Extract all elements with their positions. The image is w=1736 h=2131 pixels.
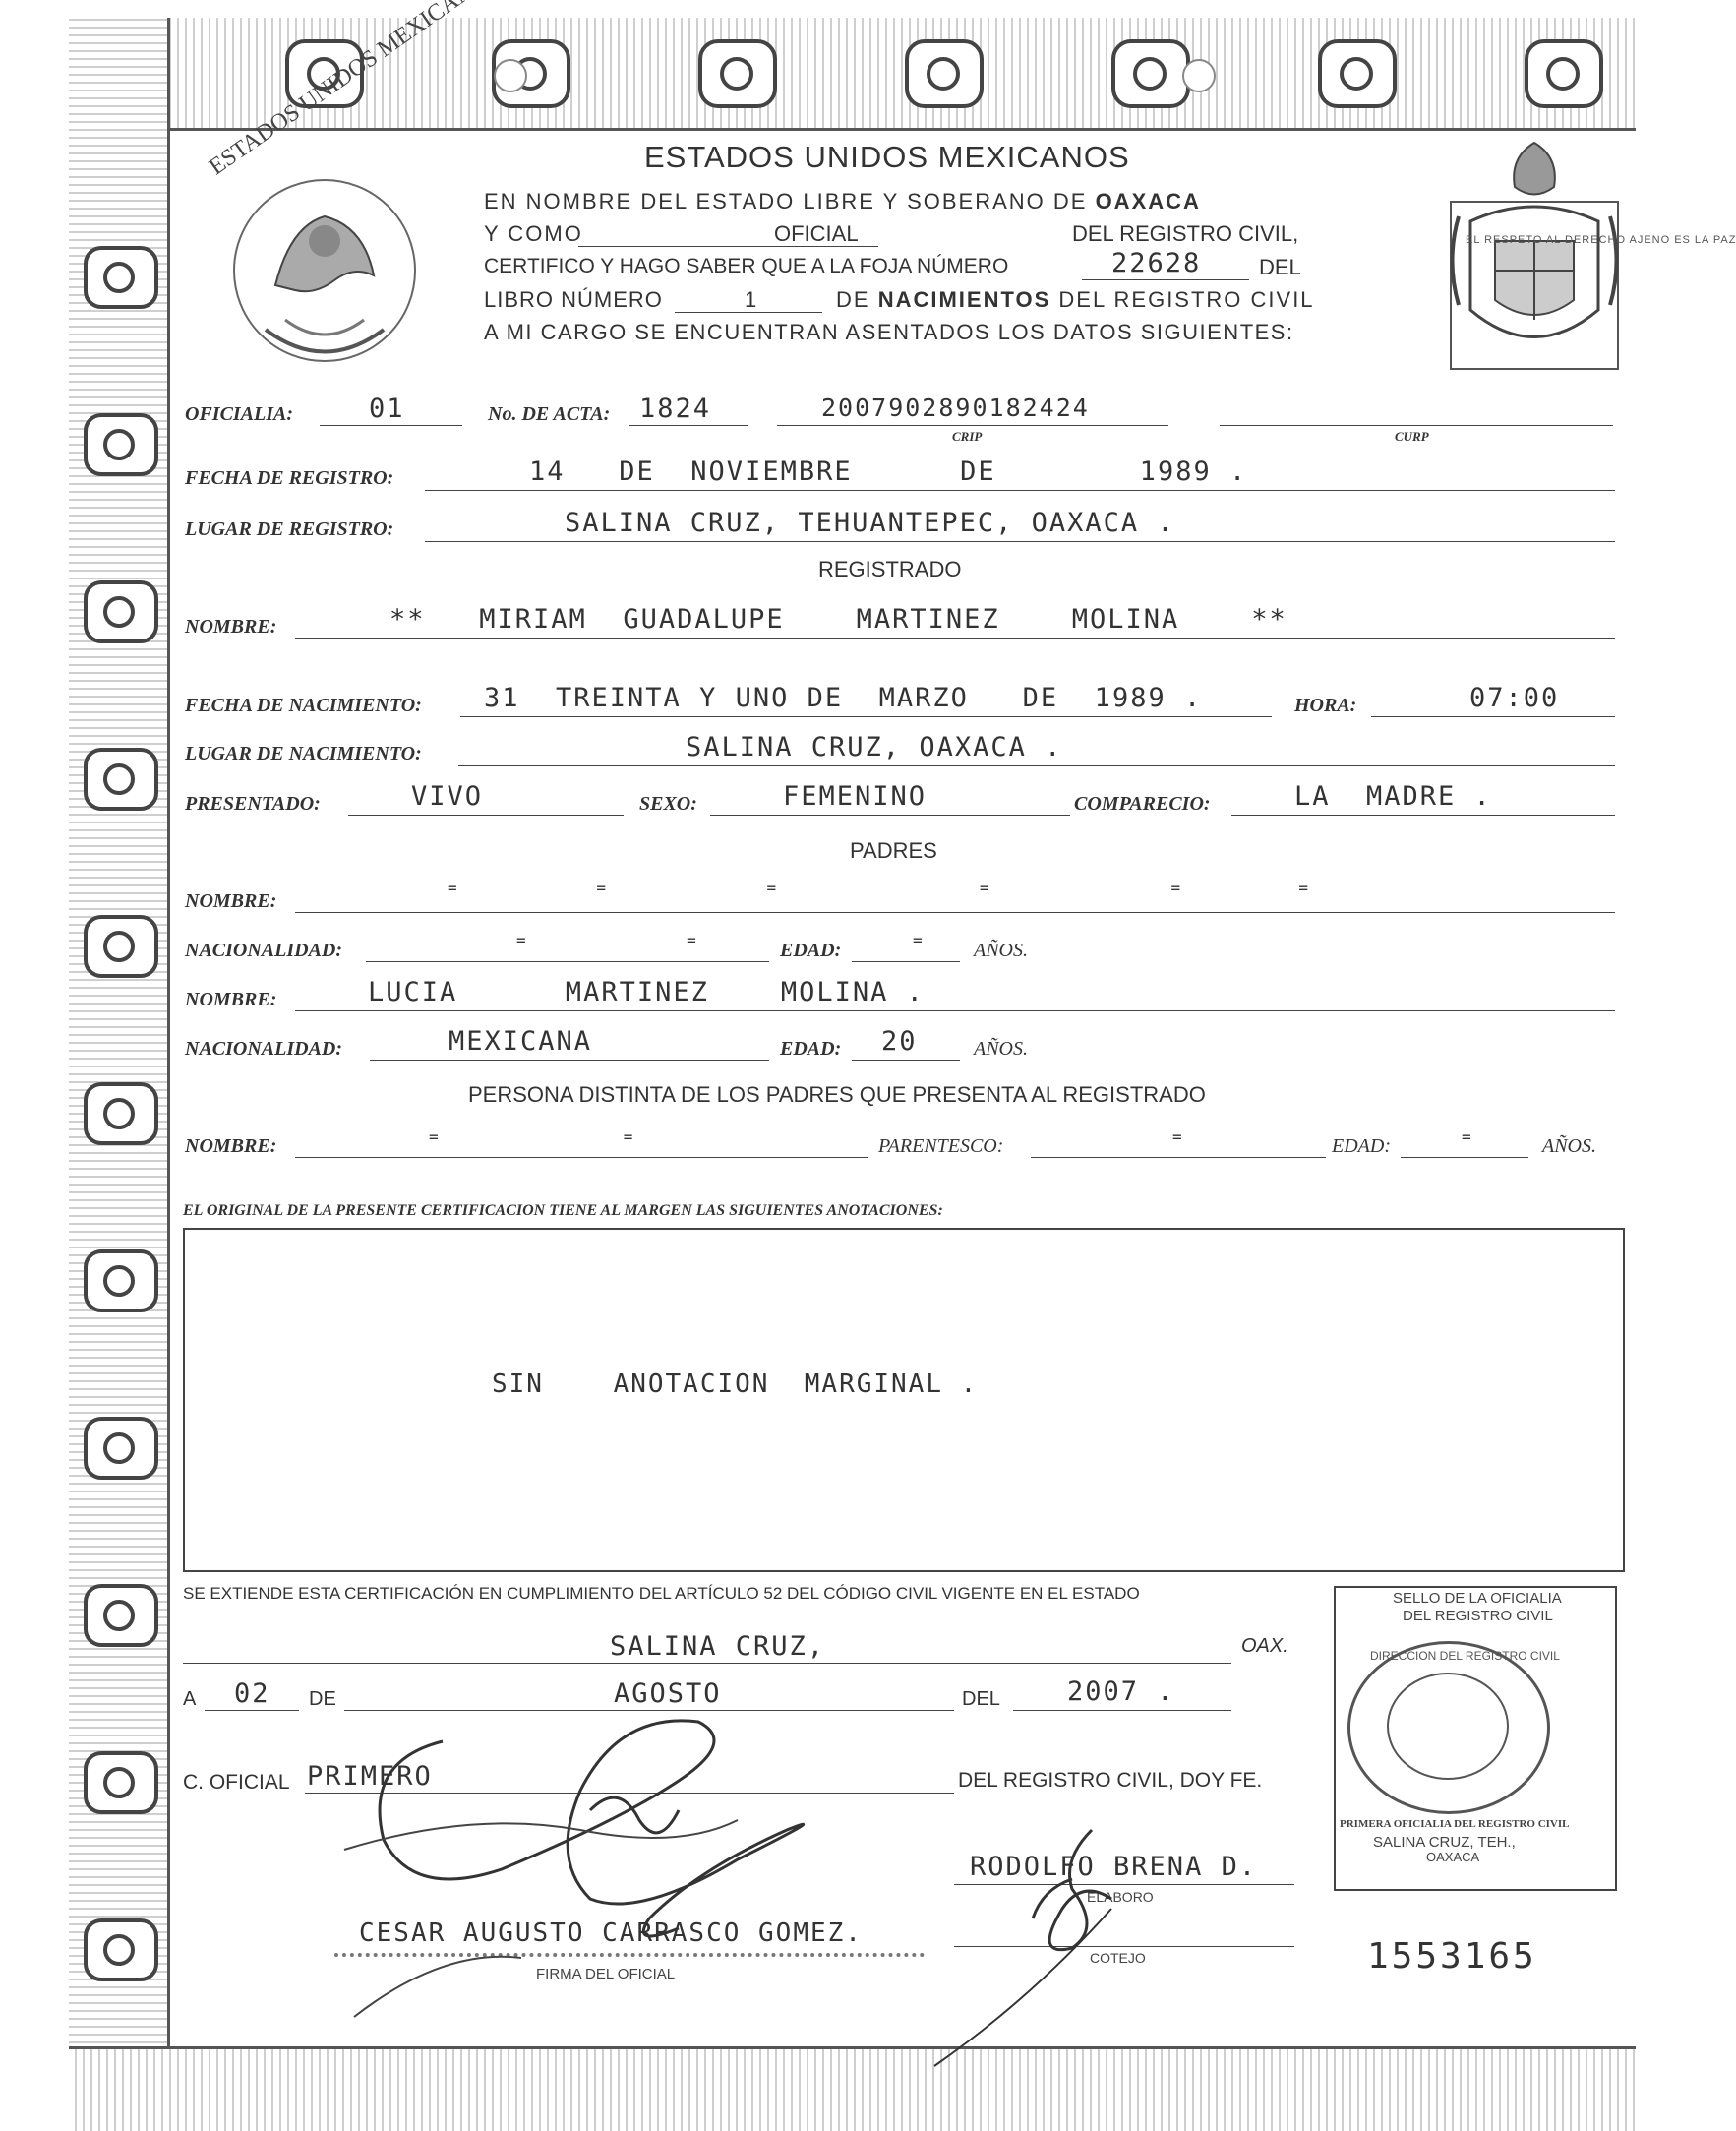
comparecio-underline [1231, 815, 1615, 816]
oficialia-label: OFICIALIA: [185, 403, 294, 425]
padre-nombre-value: = = = = = = [448, 879, 1320, 897]
padre-nacionalidad-label: NACIONALIDAD: [185, 940, 343, 961]
document-title: ESTADOS UNIDOS MEXICANOS [644, 140, 1130, 174]
sexo-underline [710, 815, 1070, 816]
punch-hole [1182, 59, 1216, 92]
header-state: OAXACA [1095, 189, 1201, 213]
header-line-4-pre: LIBRO NÚMERO [484, 287, 663, 312]
lugar-registro-underline [425, 541, 1615, 542]
crip-value: 2007902890182424 [821, 394, 1090, 422]
madre-nacionalidad-underline [370, 1060, 769, 1061]
fecha-registro-value: 14 DE NOVIEMBRE DE 1989 . [529, 457, 1248, 487]
national-seal-icon [197, 148, 452, 384]
dia-underline [205, 1710, 299, 1711]
lugar-registro-label: LUGAR DE REGISTRO: [185, 518, 394, 540]
foja-number: 22628 [1111, 248, 1202, 278]
fecha-nacimiento-label: FECHA DE NACIMIENTO: [185, 695, 422, 716]
padre-edad-underline [852, 961, 960, 962]
folio-number: 1553165 [1367, 1936, 1537, 1977]
acta-value: 1824 [639, 394, 712, 424]
lugar-nacimiento-label: LUGAR DE NACIMIENTO: [185, 743, 422, 764]
hora-value: 07:00 [1469, 683, 1560, 713]
scroll-ornament [84, 1918, 158, 1981]
header-line-4-mid: DE [836, 287, 870, 312]
madre-nacionalidad-value: MEXICANA [449, 1026, 593, 1057]
madre-edad-label: EDAD: [780, 1038, 842, 1060]
scroll-ornament [1525, 39, 1603, 108]
right-seal-ring-text: EL RESPETO AL DERECHO AJENO ES LA PAZ [1466, 234, 1736, 246]
anotaciones-heading: EL ORIGINAL DE LA PRESENTE CERTIFICACION TIENE AL MARGEN LAS SIGUIENTES ANOTACIONES: [183, 1202, 943, 1219]
scroll-ornament [84, 748, 158, 811]
fecha-nacimiento-underline [460, 716, 1272, 717]
parentesco-underline [1031, 1157, 1326, 1158]
footer-dia: 02 [234, 1678, 270, 1709]
madre-nombre-label: NOMBRE: [185, 989, 277, 1010]
oaxaca-state-seal-icon [1441, 133, 1628, 384]
acta-label: No. DE ACTA: [488, 403, 611, 425]
firma-label: FIRMA DEL OFICIAL [536, 1966, 676, 1982]
elaboro-label: ELABORO [1087, 1889, 1154, 1905]
sello-line-3: OAXACA [1426, 1850, 1480, 1864]
scroll-ornament [84, 915, 158, 978]
persona-nombre-value: = = [429, 1127, 635, 1146]
crip-underline [777, 425, 1168, 426]
scroll-ornament [905, 39, 984, 108]
persona-nombre-underline [295, 1157, 868, 1158]
sello-title-2: DEL REGISTRO CIVIL [1403, 1608, 1553, 1624]
foja-underline [1082, 279, 1249, 280]
footer-a-label: A [183, 1688, 197, 1710]
sello-line-1: PRIMERA OFICIALIA DEL REGISTRO CIVIL [1340, 1818, 1570, 1830]
padre-edad-value: = [913, 931, 925, 949]
fecha-registro-underline [425, 490, 1615, 491]
padre-edad-label: EDAD: [780, 940, 842, 961]
lugar-nacimiento-underline [458, 765, 1615, 766]
cotejo-label: COTEJO [1090, 1950, 1146, 1966]
elaboro-name: RODOLFO BRENA D. [970, 1852, 1258, 1882]
persona-nombre-label: NOMBRE: [185, 1135, 277, 1157]
fecha-registro-label: FECHA DE REGISTRO: [185, 467, 394, 489]
madre-edad-value: 20 [881, 1026, 918, 1057]
oficial-value: OFICIAL [774, 221, 859, 246]
header-line-2-pre: Y COMO [484, 221, 583, 246]
extiende-text: SE EXTIENDE ESTA CERTIFICACIÓN EN CUMPLIMIENTO DEL ARTÍCULO 52 DEL CÓDIGO CIVIL VIGENTE EN EL ESTADO [183, 1584, 1140, 1603]
madre-nombre-underline [295, 1010, 1615, 1011]
presentado-label: PRESENTADO: [185, 793, 321, 815]
libro-number: 1 [745, 287, 759, 312]
presentado-underline [348, 815, 624, 816]
footer-mes: AGOSTO [614, 1678, 722, 1709]
footer-de-label: DE [309, 1688, 336, 1710]
comparecio-value: LA MADRE . [1294, 781, 1492, 812]
sexo-value: FEMENINO [783, 781, 928, 812]
registrado-nombre-label: NOMBRE: [185, 616, 277, 638]
padre-anos-label: AÑOS. [974, 940, 1028, 961]
footer-anio: 2007 . [1067, 1676, 1175, 1707]
header-line-3-pre: CERTIFICO Y HAGO SABER QUE A LA FOJA NÚMERO [484, 255, 1009, 277]
lugar-nacimiento-value: SALINA CRUZ, OAXACA . [686, 732, 1063, 762]
curp-underline [1220, 425, 1613, 426]
anotaciones-box [183, 1228, 1625, 1572]
scroll-ornament [84, 580, 158, 643]
comparecio-label: COMPARECIO: [1074, 793, 1211, 815]
header-line-4-post: DEL REGISTRO CIVIL [1058, 287, 1315, 312]
footer-del-label: DEL [962, 1688, 1000, 1710]
lugar-underline [183, 1663, 1231, 1664]
registrado-nombre-underline [295, 638, 1615, 639]
header-line-5: A MI CARGO SE ENCUENTRAN ASENTADOS LOS DATOS SIGUIENTES: [484, 320, 1294, 344]
scroll-ornament [84, 1249, 158, 1312]
crip-label: CRIP [952, 429, 983, 444]
oficialia-value: 01 [369, 394, 405, 424]
padres-heading: PADRES [850, 838, 937, 863]
hora-label: HORA: [1294, 695, 1357, 716]
persona-heading: PERSONA DISTINTA DE LOS PADRES QUE PRESENTA AL REGISTRADO [468, 1082, 1206, 1107]
fecha-nacimiento-value: 31 TREINTA Y UNO DE MARZO DE 1989 . [484, 683, 1203, 713]
persona-edad-label: EDAD: [1332, 1135, 1391, 1157]
registrado-nombre-value: ** MIRIAM GUADALUPE MARTINEZ MOLINA ** [389, 604, 1287, 635]
persona-edad-value: = [1462, 1127, 1473, 1146]
cotejo-signature-icon [915, 1820, 1170, 2076]
header-nacimientos: NACIMIENTOS [877, 287, 1051, 312]
padre-nombre-label: NOMBRE: [185, 890, 277, 912]
scroll-ornament [84, 246, 158, 309]
padre-nombre-underline [295, 912, 1615, 913]
ornamental-border-bottom [69, 2046, 1636, 2131]
footer-oax: OAX. [1241, 1635, 1288, 1657]
header-line-1 [484, 189, 1201, 214]
sello-line-2: SALINA CRUZ, TEH., [1373, 1834, 1516, 1851]
madre-anos-label: AÑOS. [974, 1038, 1028, 1060]
doy-fe-text: DEL REGISTRO CIVIL, DOY FE. [958, 1769, 1263, 1792]
stamp-inner-ring [1387, 1673, 1509, 1780]
scroll-ornament [698, 39, 777, 108]
persona-edad-underline [1401, 1157, 1528, 1158]
parentesco-value: = [1172, 1127, 1184, 1146]
padre-nacionalidad-underline [366, 961, 769, 962]
hora-underline [1371, 716, 1615, 717]
curp-label: CURP [1395, 429, 1429, 444]
header-line-2-post: DEL REGISTRO CIVIL, [1072, 221, 1299, 246]
left-seal-ring-text: ESTADOS UNIDOS [205, 44, 384, 181]
scroll-ornament [84, 1417, 158, 1480]
sello-title-1: SELLO DE LA OFICIALIA [1393, 1590, 1562, 1607]
firmante-name: CESAR AUGUSTO CARRASCO GOMEZ. [359, 1918, 863, 1948]
scroll-ornament [84, 1082, 158, 1145]
footer-lugar: SALINA CRUZ, [610, 1631, 826, 1662]
header-line-1-text: EN NOMBRE DEL ESTADO LIBRE Y SOBERANO DE [484, 189, 1088, 213]
punch-hole [494, 59, 527, 92]
header-line-4-tail [836, 287, 1315, 313]
stamp-ring-text: DIRECCION DEL REGISTRO CIVIL [1370, 1649, 1560, 1663]
registrado-heading: REGISTRADO [818, 557, 962, 581]
parentesco-label: PARENTESCO: [878, 1135, 1004, 1157]
oficial-label: C. OFICIAL [183, 1771, 290, 1794]
scroll-ornament [84, 1584, 158, 1647]
scroll-ornament [1318, 39, 1397, 108]
acta-underline [629, 425, 748, 426]
header-line-3-post: DEL [1259, 255, 1301, 279]
oficialia-underline [320, 425, 462, 426]
scroll-ornament [84, 413, 158, 476]
scroll-ornament [84, 1751, 158, 1814]
padre-nacionalidad-value: = = [516, 931, 708, 949]
madre-nombre-value: LUCIA MARTINEZ MOLINA . [368, 977, 925, 1007]
scroll-ornament [1111, 39, 1190, 108]
presentado-value: VIVO [411, 781, 484, 812]
anotaciones-text: SIN ANOTACION MARGINAL . [492, 1370, 979, 1399]
lugar-registro-value: SALINA CRUZ, TEHUANTEPEC, OAXACA . [565, 508, 1175, 538]
madre-nacionalidad-label: NACIONALIDAD: [185, 1038, 343, 1060]
madre-edad-underline [852, 1060, 960, 1061]
oficial-value-footer: PRIMERO [307, 1761, 433, 1792]
sexo-label: SEXO: [639, 793, 697, 815]
persona-anos-label: AÑOS. [1542, 1135, 1596, 1157]
